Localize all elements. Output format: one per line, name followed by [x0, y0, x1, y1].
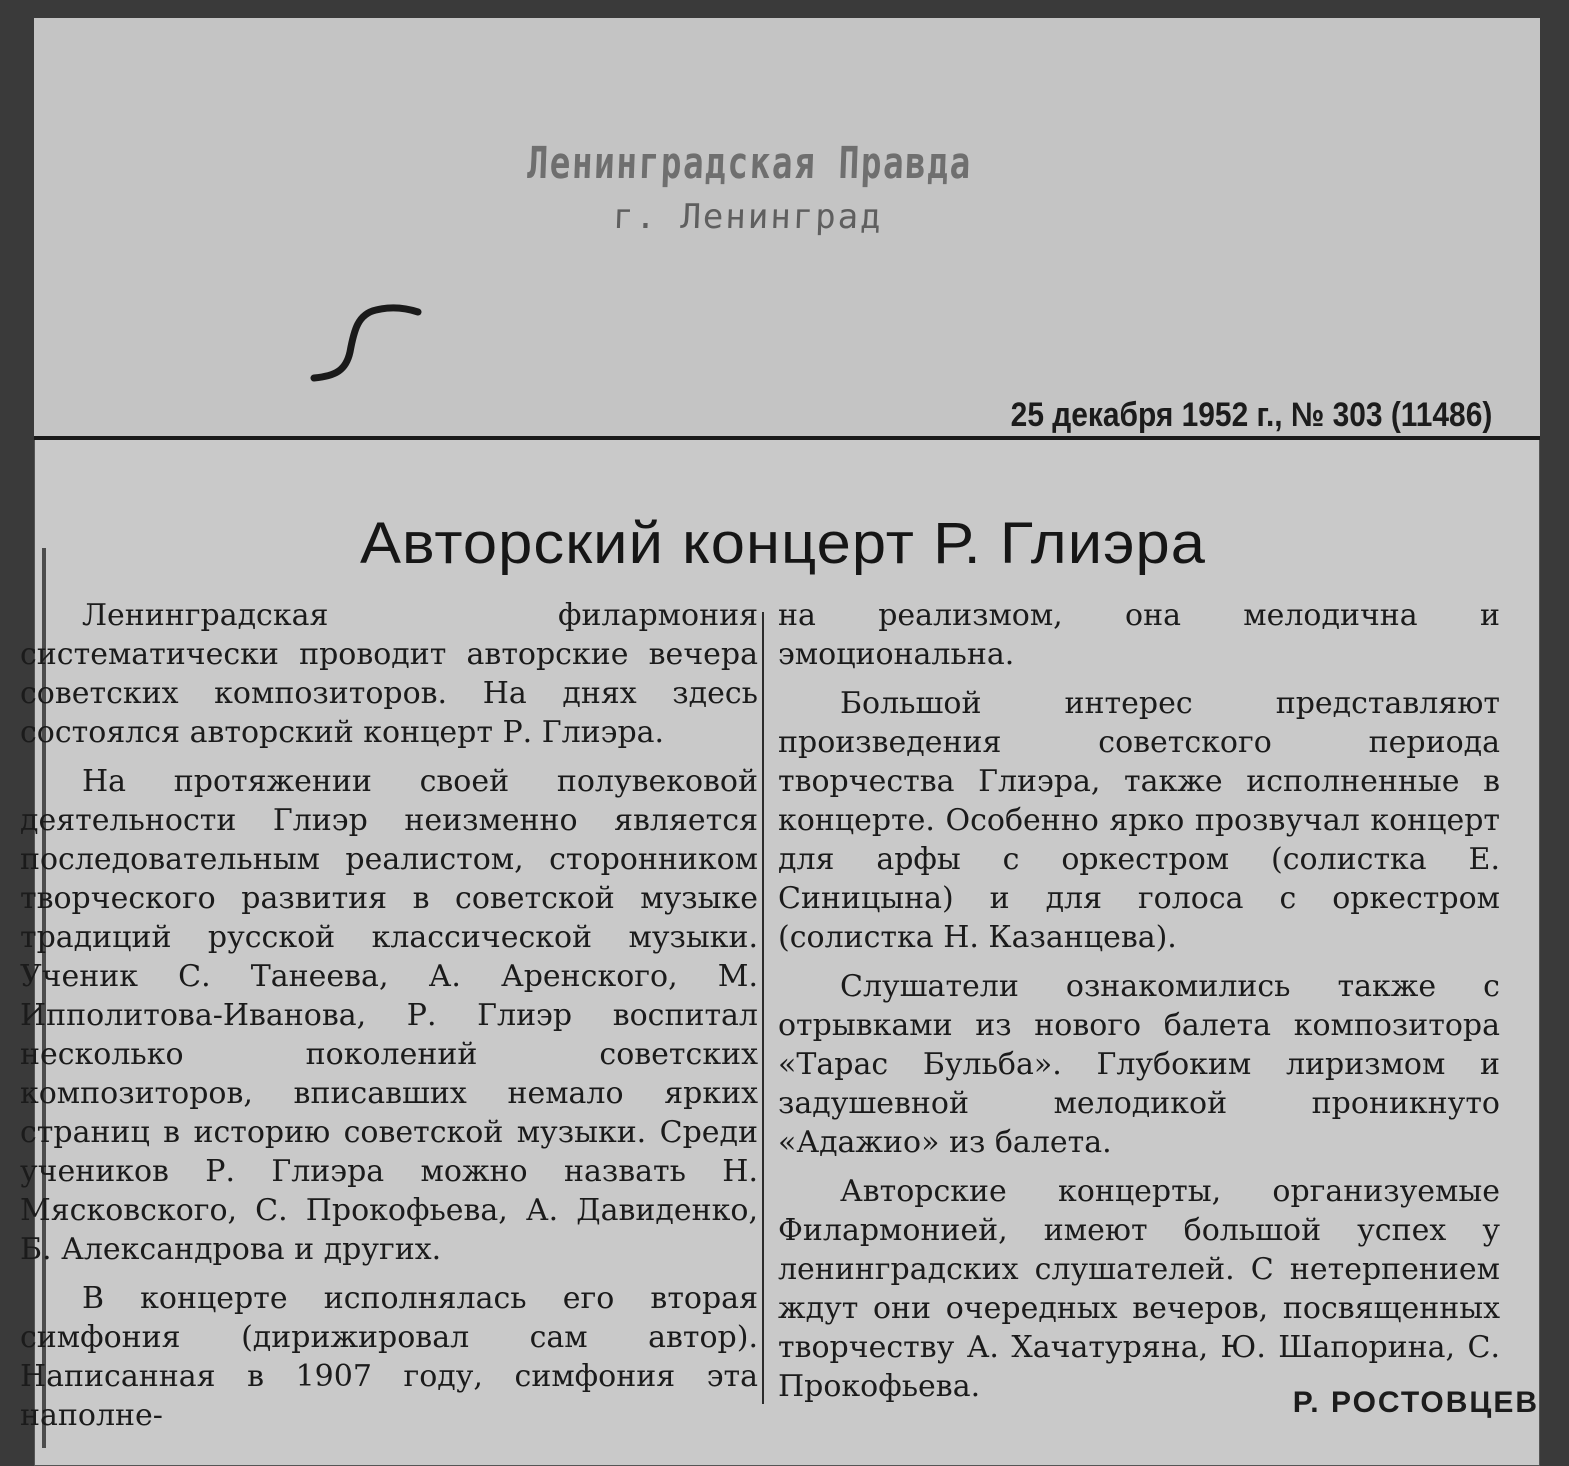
- issue-date-number: 25 декабря 1952 г., № 303 (11486): [1010, 396, 1492, 434]
- handwritten-mark-icon: [306, 300, 426, 390]
- paragraph: На протяжении своей полувековой деятельности Глиэр неизменно является последовательным реалистом, сторонником творческого развития в советской музыке традиций русской классической музыки. Ученик С. Танеева, А. Аренского, М. Ипполитова-Иванова, Р. Глиэр воспитал несколько поколений советских композиторов, вписавших немало ярких страниц в историю советской музыки. Среди учеников Р. Глиэра можно назвать Н. Мясковского, С. Прокофьева, А. Давиденко, Б. Александрова и других.: [20, 764, 758, 1267]
- header-rule: [34, 436, 1540, 440]
- paragraph: Авторские концерты, организуемые Филармонией, имеют большой успех у ленинградских слушателей. С нетерпением ждут они очередных вечеров, посвященных творчеству А. Хачатуряна, Ю. Шапорина, С. Прокофьева.: [778, 1174, 1500, 1404]
- paragraph: Большой интерес представляют произведения советского периода творчества Глиэра, также исполненные в концерте. Особенно ярко прозвучал концерт для арфы с оркестром (солистка Е. Синицына) и для голоса с оркестром (солистка Н. Казанцева).: [778, 686, 1500, 955]
- paragraph: на реализмом, она мелодична и эмоциональна.: [778, 598, 1500, 672]
- stamp-city: г. Ленинград: [612, 197, 884, 237]
- paragraph: Слушатели ознакомились также с отрывками из нового балета композитора «Тарас Бульба». Глубоким лиризмом и задушевной мелодикой проникнуто «Адажио» из балета.: [778, 969, 1500, 1160]
- archive-stamp-area: [34, 18, 1540, 438]
- stamp-paper-name: Ленинградская Правда: [526, 138, 973, 189]
- article-column-left: [20, 596, 758, 1445]
- column-divider: [762, 612, 764, 1404]
- author-byline: Р. РОСТОВЦЕВ: [1292, 1386, 1539, 1419]
- paragraph: В концерте исполнялась его вторая симфония (дирижировал сам автор). Написанная в 1907 году, симфония эта наполне-: [20, 1281, 758, 1433]
- article-column-right: [778, 596, 1500, 1416]
- newspaper-stamp: [462, 138, 1035, 237]
- paragraph: Ленинградская филармония систематически проводит авторские вечера советских композиторов. На днях здесь состоялся авторский концерт Р. Глиэра.: [20, 598, 758, 750]
- article-headline: Авторский концерт Р. Глиэра: [359, 511, 1207, 576]
